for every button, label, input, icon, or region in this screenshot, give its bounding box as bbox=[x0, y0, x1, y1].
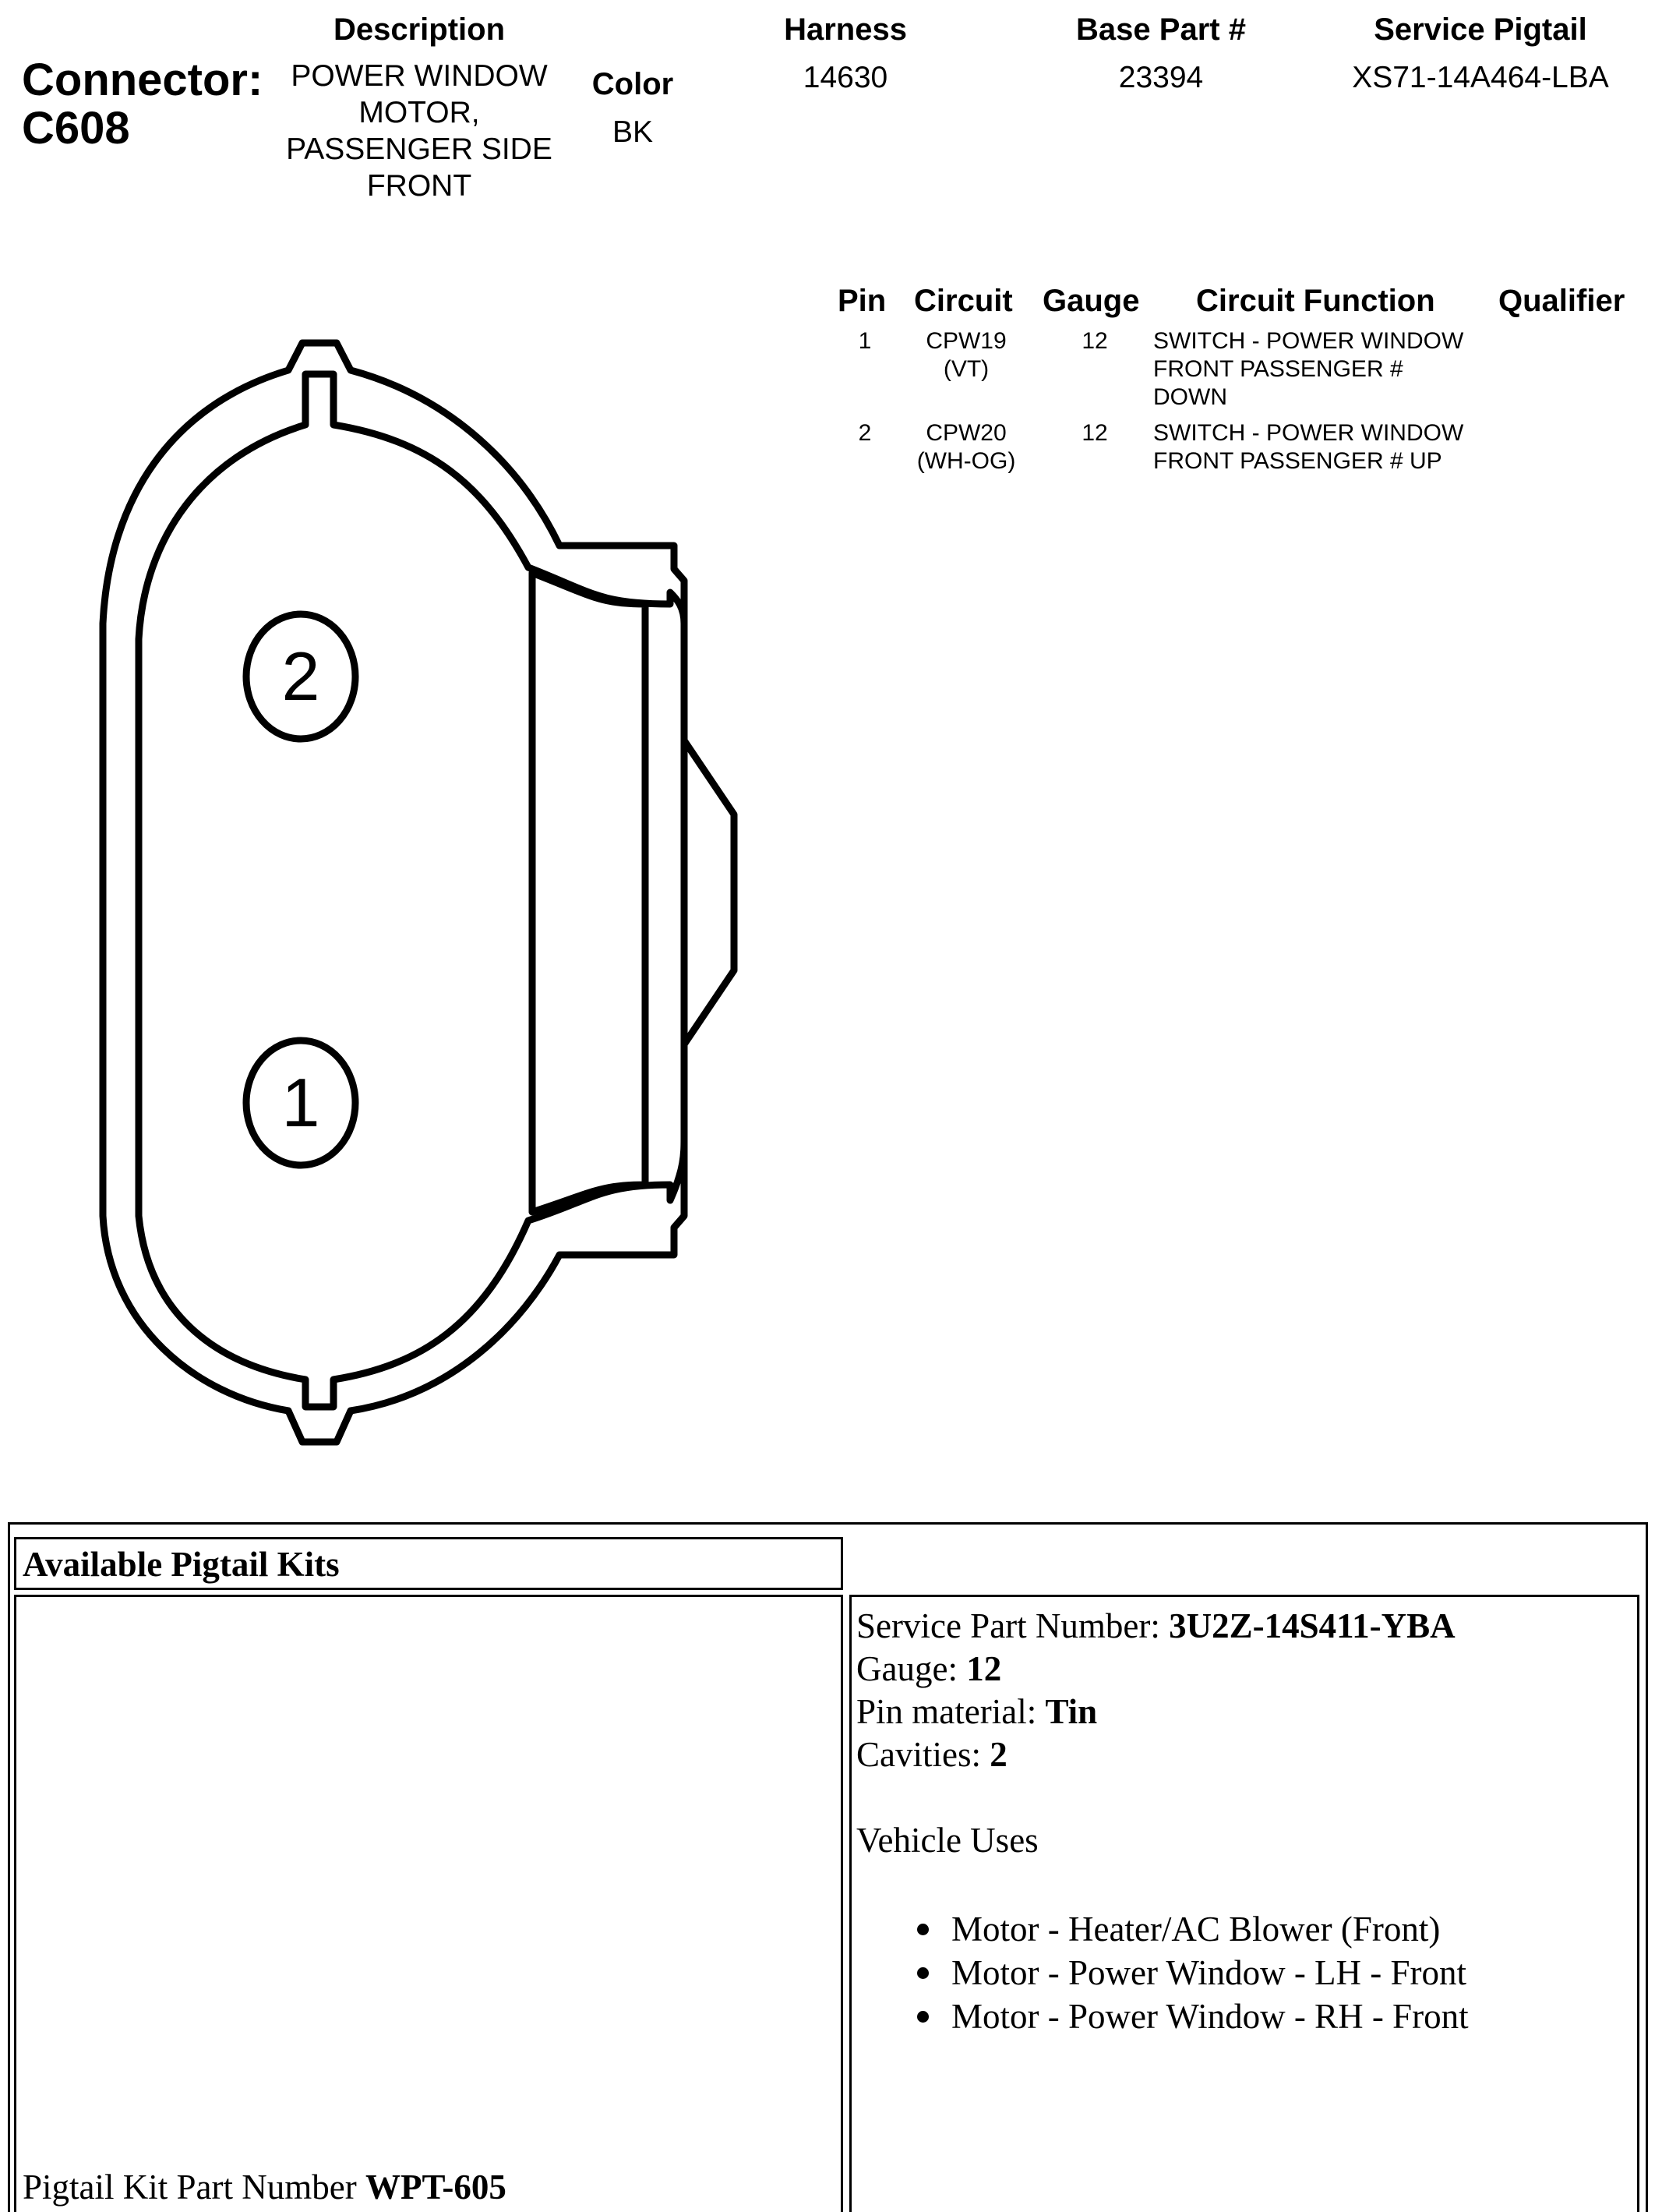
color-header: Color bbox=[591, 67, 674, 101]
service-part-value: 3U2Z-14S411-YBA bbox=[1169, 1606, 1456, 1645]
service-part-label: Service Part Number: bbox=[856, 1606, 1170, 1645]
vehicle-use-text: Motor - Heater/AC Blower (Front) bbox=[951, 1910, 1441, 1949]
function-line: FRONT PASSENGER # UP bbox=[1153, 448, 1442, 474]
pin-cavity-1 bbox=[246, 1041, 355, 1165]
function-line: SWITCH - POWER WINDOW bbox=[1153, 328, 1464, 354]
pin-column-header: Pin bbox=[838, 284, 887, 318]
connector-label: Connector: bbox=[22, 55, 263, 105]
cavities-label: Cavities: bbox=[856, 1735, 990, 1774]
service-part-number bbox=[856, 1605, 1469, 1648]
list-item bbox=[856, 1907, 1469, 1951]
circuit-color: (WH-OG) bbox=[916, 448, 1016, 474]
pin-label: 1 bbox=[281, 1064, 320, 1141]
color-value: BK bbox=[612, 115, 654, 149]
function-line: SWITCH - POWER WINDOW bbox=[1153, 420, 1464, 446]
table-row-gauge: 12 bbox=[1082, 420, 1108, 446]
description-line: PASSENGER SIDE bbox=[286, 133, 552, 166]
pigtail-kit-image-box bbox=[14, 1595, 843, 2212]
harness-header: Harness bbox=[784, 12, 907, 47]
service-pigtail-header: Service Pigtail bbox=[1374, 12, 1587, 47]
harness-value: 14630 bbox=[803, 61, 888, 94]
description-header: Description bbox=[333, 12, 506, 47]
connector-id: C608 bbox=[22, 103, 130, 154]
base-part-value: 23394 bbox=[1118, 61, 1204, 94]
pigtail-kit-value: WPT-605 bbox=[365, 2168, 506, 2207]
gauge-row bbox=[856, 1648, 1469, 1691]
circuit-id: CPW19 bbox=[926, 328, 1007, 354]
table-row-gauge: 12 bbox=[1082, 328, 1108, 354]
connector-mating-face bbox=[532, 573, 645, 1212]
vehicle-uses-label: Vehicle Uses bbox=[856, 1821, 1039, 1860]
gauge-column-header: Gauge bbox=[1043, 284, 1140, 318]
pin-material-label: Pin material: bbox=[856, 1692, 1046, 1731]
cavities-row bbox=[856, 1733, 1469, 1776]
pin-material-value: Tin bbox=[1045, 1692, 1098, 1731]
table-row-pin: 2 bbox=[858, 420, 872, 446]
cavities-value: 2 bbox=[990, 1735, 1007, 1774]
list-item bbox=[856, 1951, 1469, 1995]
pigtail-kits-title: Available Pigtail Kits bbox=[23, 1545, 340, 1584]
base-part-header: Base Part # bbox=[1076, 12, 1246, 47]
circuit-id: CPW20 bbox=[926, 420, 1007, 446]
pin-material-row bbox=[856, 1691, 1469, 1733]
description-line: POWER WINDOW bbox=[291, 59, 548, 93]
function-line: DOWN bbox=[1153, 384, 1227, 410]
vehicle-use-text: Motor - Power Window - LH - Front bbox=[951, 1953, 1467, 1992]
gauge-label: Gauge: bbox=[856, 1649, 967, 1688]
gauge-value: 12 bbox=[966, 1649, 1002, 1688]
circuit-column-header: Circuit bbox=[914, 284, 1013, 318]
list-item bbox=[856, 1995, 1469, 2038]
pigtail-kits-title-box bbox=[14, 1537, 843, 1590]
service-part-details bbox=[856, 1605, 1469, 2038]
function-column-header: Circuit Function bbox=[1196, 284, 1435, 318]
vehicle-use-text: Motor - Power Window - RH - Front bbox=[951, 1997, 1469, 2036]
description-line: FRONT bbox=[366, 169, 472, 203]
qualifier-column-header: Qualifier bbox=[1498, 284, 1625, 318]
description-line: MOTOR, bbox=[358, 96, 480, 129]
function-line: FRONT PASSENGER # bbox=[1153, 356, 1403, 382]
pigtail-kit-part-number bbox=[23, 2166, 506, 2209]
service-part-details-box bbox=[849, 1595, 1639, 2212]
pin-label: 2 bbox=[281, 638, 320, 715]
pigtail-kit-label: Pigtail Kit Part Number bbox=[23, 2168, 365, 2207]
table-row-pin: 1 bbox=[858, 328, 872, 354]
circuit-color: (VT) bbox=[943, 356, 990, 382]
connector-outer-shell bbox=[103, 343, 734, 1442]
vehicle-uses-list bbox=[856, 1907, 1469, 2038]
pin-cavity-2 bbox=[246, 614, 355, 739]
service-pigtail-value: XS71-14A464-LBA bbox=[1352, 61, 1609, 94]
